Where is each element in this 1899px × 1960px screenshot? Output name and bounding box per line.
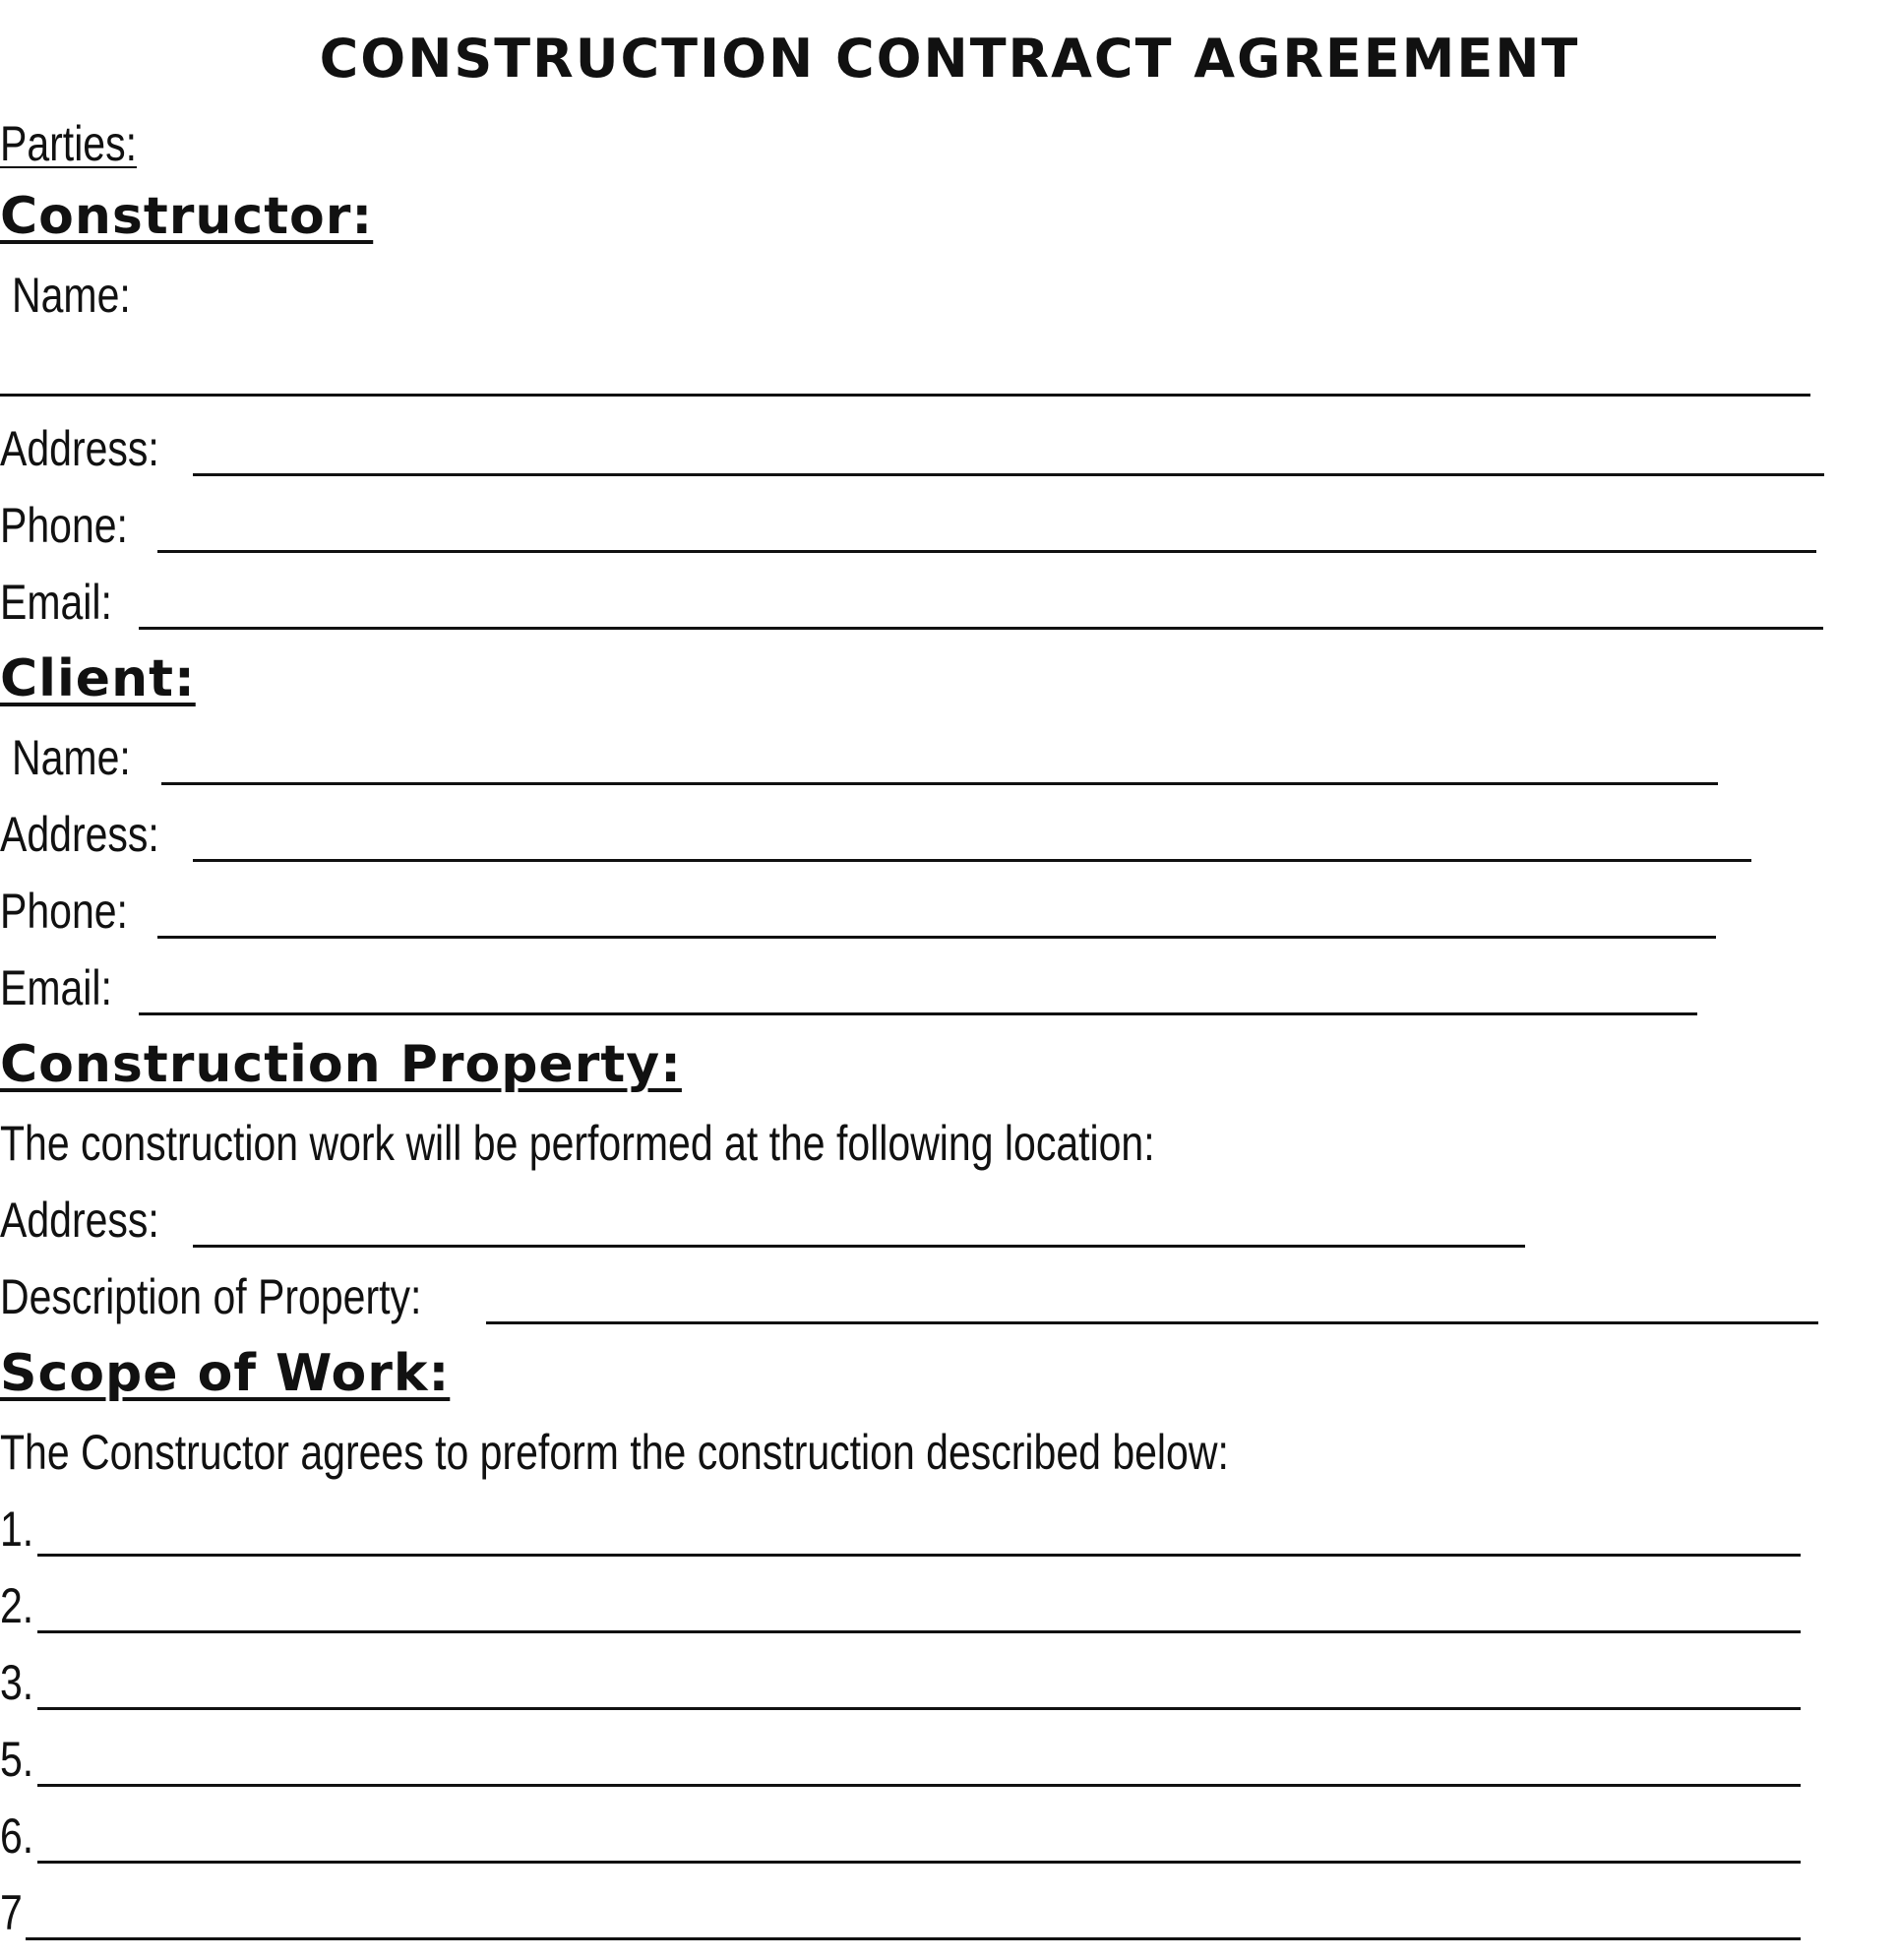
client-name-field[interactable]	[161, 782, 1718, 785]
constructor-phone-label: Phone:	[0, 498, 128, 553]
constructor-phone-field[interactable]	[157, 550, 1816, 553]
client-name-label: Name:	[12, 730, 131, 785]
client-phone-field[interactable]	[157, 936, 1716, 939]
client-phone-label: Phone:	[0, 884, 128, 939]
scope-item-field[interactable]	[37, 1630, 1801, 1633]
document-title: CONSTRUCTION CONTRACT AGREEMENT	[319, 28, 1580, 90]
client-heading: Client:	[0, 649, 196, 708]
constructor-address-label: Address:	[0, 421, 159, 476]
constructor-address-field[interactable]	[193, 473, 1824, 476]
scope-item-number: 2.	[0, 1578, 34, 1633]
client-email-label: Email:	[0, 960, 112, 1015]
constructor-name-field[interactable]	[0, 394, 1810, 397]
scope-item-field[interactable]	[37, 1784, 1801, 1787]
constructor-email-field[interactable]	[139, 627, 1823, 630]
scope-item-field[interactable]	[37, 1554, 1801, 1557]
scope-item-field[interactable]	[37, 1861, 1801, 1864]
constructor-name-label: Name:	[12, 268, 131, 323]
client-address-label: Address:	[0, 807, 159, 862]
scope-heading: Scope of Work:	[0, 1344, 451, 1403]
parties-label: Parties:	[0, 116, 138, 171]
scope-item-field[interactable]	[26, 1937, 1801, 1940]
property-description-field[interactable]	[486, 1321, 1818, 1324]
constructor-heading: Constructor:	[0, 187, 374, 246]
scope-item-number: 5.	[0, 1732, 34, 1787]
scope-intro-text: The Constructor agrees to preform the construction described below:	[0, 1425, 1229, 1480]
scope-item-number: 6.	[0, 1808, 34, 1864]
scope-item-number: 1.	[0, 1501, 34, 1557]
scope-item-number: 7	[0, 1885, 23, 1940]
constructor-email-label: Email:	[0, 575, 112, 630]
scope-item-field[interactable]	[37, 1707, 1801, 1710]
property-description-label: Description of Property:	[0, 1269, 422, 1324]
scope-item-number: 3.	[0, 1655, 34, 1710]
client-address-field[interactable]	[193, 859, 1751, 862]
property-heading: Construction Property:	[0, 1035, 682, 1094]
property-address-label: Address:	[0, 1193, 159, 1248]
property-intro-text: The construction work will be performed at the following location:	[0, 1116, 1155, 1171]
client-email-field[interactable]	[139, 1012, 1697, 1015]
property-address-field[interactable]	[193, 1245, 1525, 1248]
